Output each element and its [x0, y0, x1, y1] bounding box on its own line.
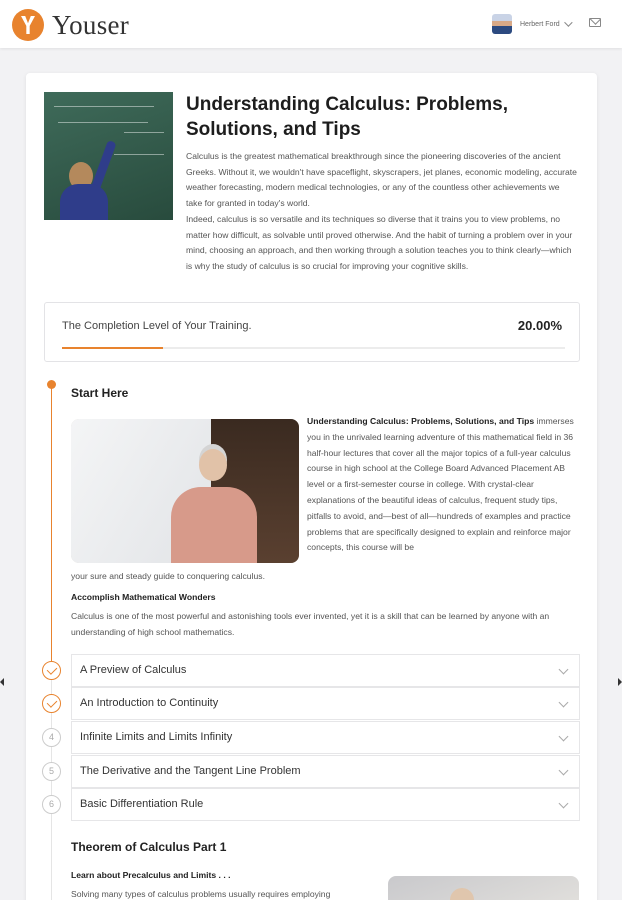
timeline-dot: [47, 380, 56, 389]
step-number: 6: [42, 795, 61, 814]
user-name: Herbert Ford: [520, 20, 560, 28]
logo-text: Youser: [52, 9, 130, 40]
module-label: Basic Differentiation Rule: [80, 798, 204, 810]
theorem-body: Solving many types of calculus problems usually requires employing: [71, 889, 331, 899]
module-item[interactable]: [71, 788, 580, 821]
timeline-progress: [51, 384, 52, 676]
module-item[interactable]: [71, 654, 580, 687]
next-arrow-icon[interactable]: [618, 678, 622, 686]
module-item[interactable]: [71, 721, 580, 754]
module-item[interactable]: [71, 755, 580, 788]
step-number: 5: [42, 762, 61, 781]
chevron-down-icon[interactable]: [559, 799, 569, 809]
check-icon: [42, 694, 61, 713]
sub-body: Calculus is one of the most powerful and astonishing tools ever invented, yet it is a skill that can be learned by anyone with an understanding of high school mathematics.: [71, 611, 550, 637]
module-label: Infinite Limits and Limits Infinity: [80, 731, 233, 743]
chevron-down-icon[interactable]: [559, 665, 569, 675]
progress-panel: [44, 302, 580, 362]
course-title: Understanding Calculus: Problems, Solutions, and Tips: [186, 94, 508, 140]
course-image: [44, 92, 173, 220]
step-number: 4: [42, 728, 61, 747]
course-intro: Calculus is the greatest mathematical breakthrough since the pioneering discoveries of the ancient Greeks. Without it, we wouldn't have spaceflight, skyscrapers, jet planes, economic modeling, accurate weather forecasting, modern medical technologies, or any of the countless other achievements we take for granted in today's world.: [186, 151, 577, 208]
module-label: The Derivative and the Tangent Line Problem: [80, 765, 301, 777]
module-label: An Introduction to Continuity: [80, 697, 219, 709]
course-intro-2: Indeed, calculus is so versatile and its techniques so diverse that it trains you to view problems, no matter how difficult, as solvable until proved otherwise. And the habit of turning a problem over in your mind, choosing an approach, and then working through a solution teaches you to think clearly—which is why the study of calculus is so crucial for improving your cognitive skills.: [186, 214, 573, 271]
progress-label: The Completion Level of Your Training.: [62, 320, 252, 332]
chevron-down-icon[interactable]: [559, 732, 569, 742]
module-item[interactable]: [71, 687, 580, 720]
avatar: [492, 14, 512, 34]
theorem-image: [388, 876, 579, 900]
mail-icon[interactable]: [589, 18, 601, 27]
progress-bar-fill: [62, 347, 163, 349]
sub-heading: Accomplish Mathematical Wonders: [71, 592, 216, 602]
lesson-image: [71, 419, 299, 563]
check-icon: [42, 661, 61, 680]
top-bar: [0, 0, 622, 48]
theorem-sub-heading: Learn about Precalculus and Limits . . .: [71, 870, 231, 880]
chevron-down-icon[interactable]: [559, 698, 569, 708]
lesson-heading: Understanding Calculus: Problems, Solutions, and Tips: [307, 416, 535, 426]
logo-icon: [12, 9, 44, 41]
chevron-down-icon[interactable]: [559, 766, 569, 776]
section-title-theorem: Theorem of Calculus Part 1: [71, 840, 227, 854]
previous-arrow-icon[interactable]: [0, 678, 4, 686]
module-label: A Preview of Calculus: [80, 664, 187, 676]
section-title-start-here: Start Here: [71, 386, 129, 400]
lesson-description: [307, 414, 579, 556]
lesson-tail: your sure and steady guide to conquering calculus.: [71, 571, 265, 581]
logo[interactable]: [12, 9, 129, 41]
lesson-body: immerses you in the unrivaled learning adventure of this mathematical field in 36 half-hour lectures that cover all the major topics of a full-year calculus course in high school at the College Board Advanced Placement AB level or a first-semester course in college. With crystal-clear explanations of the beautiful ideas of calculus, frequent study tips, pitfalls to avoid, and—best of all—hundreds of examples and practice problems that are specifically designed to explain and reinforce major concepts, this course will be: [307, 416, 574, 553]
progress-value: 20.00%: [517, 318, 562, 333]
user-menu[interactable]: [492, 14, 570, 34]
chevron-down-icon: [564, 18, 572, 26]
progress-bar: [62, 347, 565, 349]
